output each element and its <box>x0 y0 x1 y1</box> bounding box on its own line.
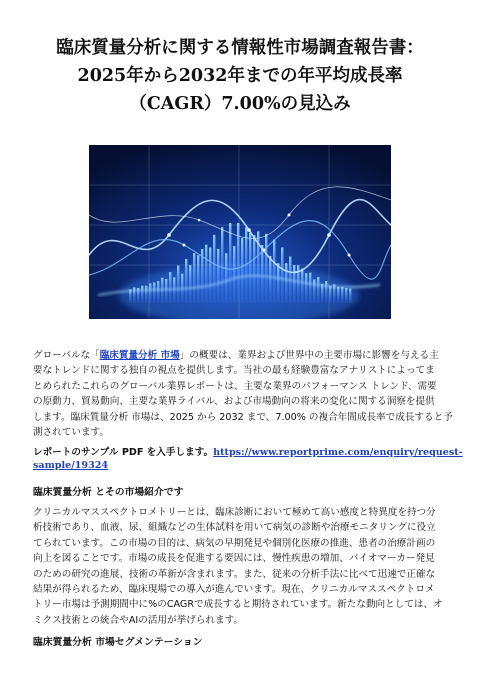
hero-bar <box>229 223 231 303</box>
hero-bar <box>277 263 279 303</box>
hero-bar <box>273 239 275 303</box>
hero-bar <box>177 266 179 303</box>
section-heading-segmentation: 臨床質量分析 市場セグメンテーション <box>33 637 203 648</box>
hero-bar <box>165 279 167 303</box>
hero-bar <box>149 283 151 303</box>
hero-bar <box>325 281 327 303</box>
hero-bar <box>241 238 243 303</box>
title-line-2: 2025年から2032年までの年平均成長率 <box>77 66 403 86</box>
hero-bar <box>217 249 219 303</box>
hero-bar <box>253 235 255 303</box>
intro-line-6: 測されています。 <box>33 427 109 439</box>
section-intro-line: 結果が得られるため、臨床現場での導入が進んでいます。現在、クリニカルマススペクトロメ <box>33 584 435 596</box>
intro-line-2: 要なトレンドに関する独自の視点を提供します。当社の最も経験豊富なアナリストによってま <box>33 365 435 377</box>
hero-bar <box>345 288 347 303</box>
hero-bar <box>265 234 267 303</box>
hero-bar <box>301 268 303 303</box>
sample-line-2 <box>33 459 463 472</box>
section-intro-line: 析技術であり、血液、尿、組織などの生体試料を用いて病気の診断や治療モニタリングに役立 <box>33 522 436 534</box>
hero-bar <box>317 277 319 303</box>
sample-link-part-2[interactable]: sample/19324 <box>33 460 109 471</box>
hero-bar <box>153 282 155 303</box>
hero-bar <box>281 247 283 303</box>
section-intro-line: トリー市場は予測期間中に%のCAGRで成長すると期待されています。新たな動向としては、オ <box>33 599 443 611</box>
hero-bar <box>197 255 199 303</box>
hero-bar <box>305 273 307 303</box>
section-intro-line: 向上を図ることです。市場の成長を促進する要因には、慢性疾患の増加、バイオマーカー発見 <box>33 553 435 565</box>
hero-bar <box>205 245 207 303</box>
section-intro-paragraph <box>33 505 443 628</box>
sample-link-part-1[interactable]: https://www.reportprime.com/enquiry/request- <box>213 447 463 458</box>
hero-bar <box>157 281 159 303</box>
hero-bar <box>213 235 215 303</box>
market-link[interactable]: 臨床質量分析 市場 <box>99 350 180 361</box>
title-line-3: （CAGR）7.00%の見込み <box>129 94 351 114</box>
intro-line-4: の原動力、貿易動向、主要な業界ライバル、および市場動向の将来の変化に関する洞察を提供 <box>33 396 435 408</box>
intro-line-1: グローバルな「臨床質量分析 市場」の概要は、業界および世界中の主要市場に影響を与える主 <box>33 350 439 361</box>
hero-bar <box>209 247 211 303</box>
hero-bar <box>329 286 331 303</box>
hero-bar <box>193 253 195 303</box>
section-intro-line: ミクス技術との統合やAIの活用が挙げられます。 <box>33 614 243 626</box>
hero-bar <box>341 287 343 303</box>
page-title <box>20 34 460 118</box>
hero-bar <box>225 253 227 303</box>
section-intro-line: のための研究の進展、技術の革新が含まれます。また、従来の分析手法に比べて迅速で正確な <box>33 568 436 580</box>
intro-line-3: とめられたこれらのグローバル業界レポートは、主要な業界のパフォーマンス トレンド、需要 <box>33 380 437 392</box>
hero-bar <box>285 263 287 303</box>
title-line-1: 臨床質量分析に関する情報性市場調査報告書： <box>56 38 424 58</box>
hero-bar <box>309 273 311 303</box>
intro-line-5: します。臨床質量分析 市場は、2025 から 2032 まで、7.00% の複合年間成長率で成長すると予 <box>33 411 453 423</box>
hero-bar <box>293 265 295 303</box>
section-intro-line: てられています。この市場の目的は、病気の早期発見や個別化医療の推進、患者の治療計画の <box>33 537 436 549</box>
hero-bar <box>233 246 235 303</box>
hero-bar <box>249 233 251 303</box>
hero-bar <box>261 245 263 303</box>
hero-bar <box>189 265 191 303</box>
hero-bar <box>145 286 147 303</box>
hero-bar <box>169 272 171 303</box>
intro-paragraph <box>33 348 453 440</box>
hero-bar <box>321 284 323 303</box>
hero-bar <box>141 286 143 303</box>
sample-line-1 <box>33 446 463 459</box>
hero-bar <box>269 256 271 303</box>
sample-label: レポートのサンプル PDF を入手します。 <box>33 447 214 458</box>
hero-bar <box>337 287 339 303</box>
hero-bar <box>185 259 187 303</box>
sample-request <box>33 446 463 472</box>
hero-bar <box>349 289 351 303</box>
section-heading-intro: 臨床質量分析 とその市場紹介です <box>33 487 184 498</box>
section-intro-line: クリニカルマススペクトロメトリーとは、臨床診断において極めて高い感度と特異度を持つ分 <box>33 507 436 518</box>
hero-chart-image <box>89 145 391 319</box>
